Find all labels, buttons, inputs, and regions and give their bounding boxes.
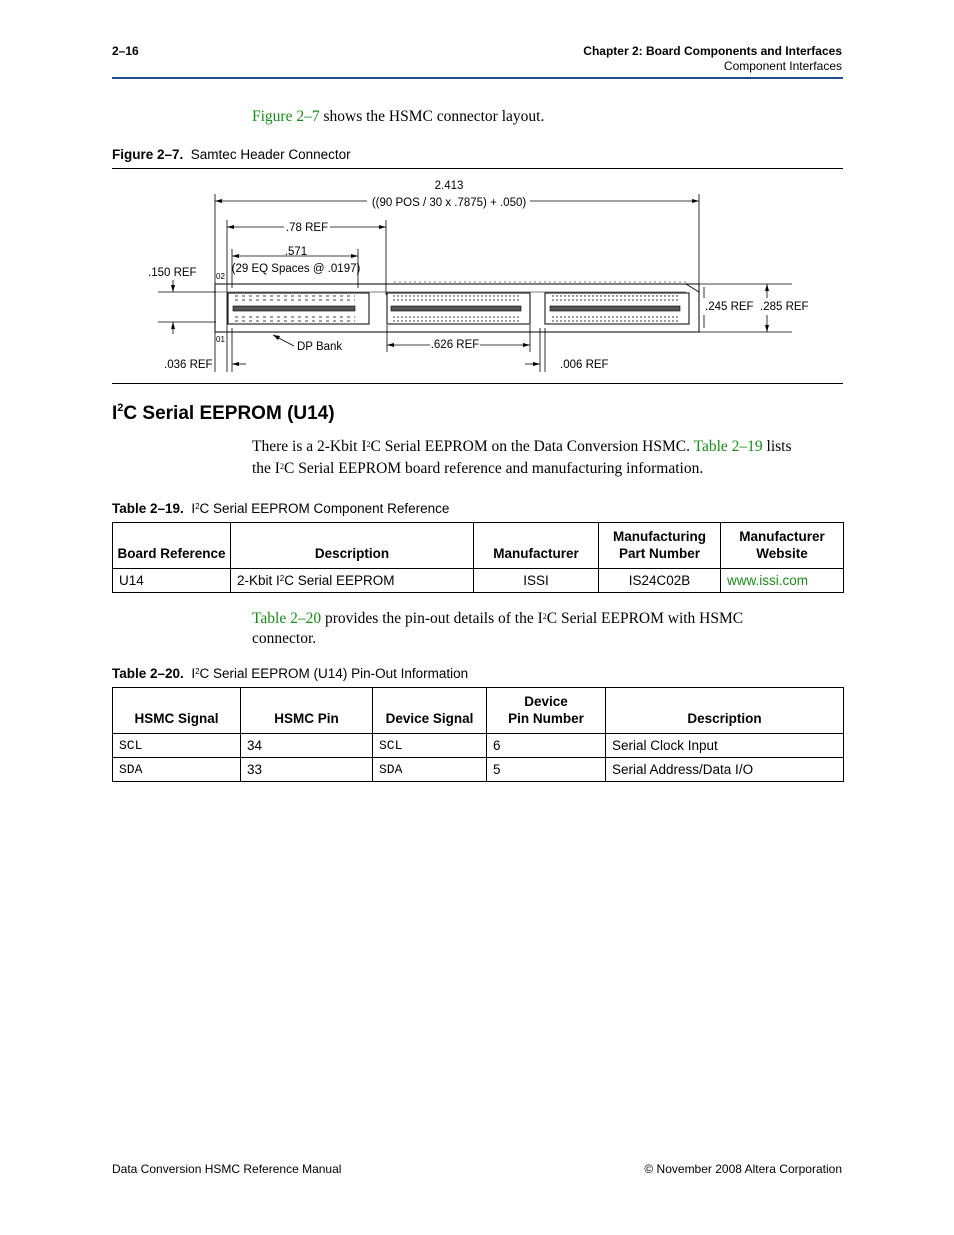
page-number: 2–16 <box>112 44 139 58</box>
table-2-19-link[interactable]: Table 2–19 <box>693 438 763 455</box>
intro-text: shows the HSMC connector layout. <box>319 108 545 125</box>
dim-626-ref: .626 REF <box>430 339 480 351</box>
intro-paragraph <box>252 107 544 127</box>
table-19-caption: Table 2–19. $I^2C$ Serial EEPROM Component Reference <box>112 501 450 516</box>
table-header-row <box>113 688 844 734</box>
footer-left: Data Conversion HSMC Reference Manual <box>112 1162 342 1176</box>
figure-caption <box>112 147 351 162</box>
dim-036-ref: .036 REF <box>164 359 213 371</box>
connector-diagram <box>112 170 843 382</box>
figure-label: Figure 2–7. <box>112 147 184 162</box>
paragraph-line-2: the $I^2C$ Serial EEPROM board reference and manufacturing information. <box>252 460 704 477</box>
chapter-title: Chapter 2: Board Components and Interfaces <box>583 44 842 58</box>
section-heading <box>112 402 335 425</box>
figure-title: Samtec Header Connector <box>190 147 351 162</box>
section-paragraph <box>252 435 843 479</box>
dim-571: .571 <box>284 246 308 258</box>
footer-right: © November 2008 Altera Corporation <box>644 1162 842 1176</box>
dim-285-ref: .285 REF <box>760 301 809 313</box>
running-header <box>583 44 842 74</box>
table-row: SDA 33 SDA 5 Serial Address/Data I/O <box>113 758 844 782</box>
col-device-signal: Device Signal <box>373 688 487 734</box>
dim-150-ref: .150 REF <box>148 267 197 279</box>
cell-website <box>721 569 844 593</box>
heading-text-post: C Serial EEPROM (U14) <box>123 403 335 424</box>
figure-bottom-rule <box>112 383 843 384</box>
table-20-label: Table 2–20. <box>112 666 184 681</box>
dim-overall-note: ((90 POS / 30 x .7875) + .050) <box>371 197 527 209</box>
paragraph-line-1: There is a 2-Kbit $I^2C$ Serial EEPROM on the Data Conversion HSMC. Table 2–19 lists <box>252 438 792 455</box>
table-row: SCL 34 SCL 6 Serial Clock Input <box>113 734 844 758</box>
col-device-pin: Device Pin Number <box>487 688 606 734</box>
pin-02-label: 02 <box>216 272 225 281</box>
dim-006-ref: .006 REF <box>560 359 609 371</box>
dim-eq-spaces: (29 EQ Spaces @ .0197) <box>231 263 361 275</box>
col-hsmc-pin: HSMC Pin <box>241 688 373 734</box>
figure-top-rule <box>112 168 843 169</box>
col-board-reference: Board Reference <box>113 523 231 569</box>
col-manufacturer: Manufacturer <box>474 523 599 569</box>
dp-bank-label: DP Bank <box>297 341 343 353</box>
cell-part-number: IS24C02B <box>599 569 721 593</box>
table-header-row <box>113 523 844 569</box>
cell-manufacturer: ISSI <box>474 569 599 593</box>
section-title: Component Interfaces <box>723 59 842 73</box>
col-website: Manufacturer Website <box>721 523 844 569</box>
cell-description: 2-Kbit $I^2C$ Serial EEPROM <box>231 569 474 593</box>
col-description: Description <box>231 523 474 569</box>
pinout-table <box>112 687 844 782</box>
heading-sup: 2 <box>117 402 124 414</box>
table-2-20-link[interactable]: Table 2–20 <box>252 610 322 627</box>
col-hsmc-signal: HSMC Signal <box>113 688 241 734</box>
table-row <box>113 569 844 593</box>
heading-text-pre: I <box>112 403 118 424</box>
table-19-label: Table 2–19. <box>112 501 184 516</box>
col-part-number: Manufacturing Part Number <box>599 523 721 569</box>
component-reference-table <box>112 522 844 593</box>
website-link[interactable]: www.issi.com <box>727 573 809 588</box>
table-20-caption: Table 2–20. $I^2C$ Serial EEPROM (U14) Pin-Out Information <box>112 666 469 681</box>
dim-overall: 2.413 <box>434 180 464 192</box>
col-description: Description <box>606 688 844 734</box>
figure-link[interactable]: Figure 2–7 <box>252 108 320 125</box>
header-rule <box>112 77 843 79</box>
pin-01-label: 01 <box>216 335 225 344</box>
cell-board-reference: U14 <box>113 569 231 593</box>
dim-245-ref: .245 REF <box>705 301 754 313</box>
dim-78-ref: .78 REF <box>285 222 329 234</box>
pinout-paragraph: Table 2–20 provides the pin-out details of the $I^2C$ Serial EEPROM with HSMC connector. <box>252 610 744 647</box>
